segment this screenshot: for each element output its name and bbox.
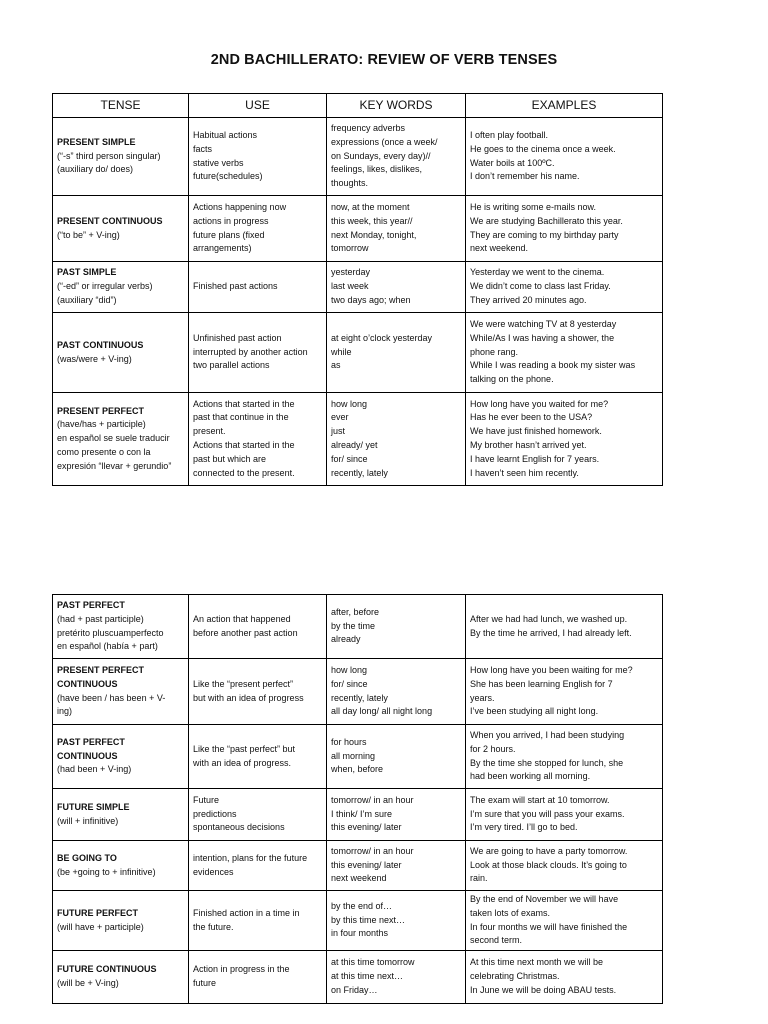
use-cell <box>189 789 327 841</box>
header-key-words: KEY WORDS <box>327 94 466 118</box>
example-line: second term. <box>470 935 523 946</box>
tense-note: expresión “llevar + gerundio” <box>57 460 172 471</box>
tense-name: FUTURE CONTINUOUS <box>57 964 157 975</box>
key-word-line: frequency adverbs <box>331 123 406 133</box>
key-word-line: tomorrow/ in an hour <box>331 794 414 805</box>
tense-note: (auxiliary do/ does) <box>57 164 134 175</box>
tense-name: FUTURE PERFECT <box>57 907 138 918</box>
key-word-line: by this time next… <box>331 914 406 925</box>
example-line: At this time next month we will be <box>470 957 604 968</box>
key-word-line: this evening/ later <box>331 822 402 833</box>
key-word-line: recently, lately <box>331 692 388 703</box>
examples-cell <box>466 951 663 1004</box>
use-cell <box>189 313 327 393</box>
key-word-line: tomorrow <box>331 243 369 254</box>
table-row <box>53 841 663 891</box>
key-word-line: thoughts. <box>331 178 369 189</box>
examples-cell <box>466 262 663 313</box>
example-line: By the end of November we will have <box>470 894 619 904</box>
use-cell <box>189 725 327 789</box>
example-line: I don’t remember his name. <box>470 171 580 182</box>
tense-note: (will be + V-ing) <box>57 978 119 989</box>
key-words-cell <box>327 595 466 659</box>
use-line: stative verbs <box>193 157 244 168</box>
key-word-line: this week, this year// <box>331 215 413 226</box>
key-words-cell <box>327 951 466 1004</box>
examples-cell <box>466 789 663 841</box>
examples-cell <box>466 725 663 789</box>
example-line: Yesterday we went to the cinema. <box>470 267 605 278</box>
tense-note: (have been / has been + V- <box>57 692 166 703</box>
example-line: Water boils at 100ºC. <box>470 157 555 168</box>
header-examples: EXAMPLES <box>466 94 663 118</box>
tense-note: (will + infinitive) <box>57 815 119 826</box>
example-line: We were watching TV at 8 yesterday <box>470 319 617 329</box>
tense-name: PRESENT CONTINUOUS <box>57 215 163 226</box>
tense-name: FUTURE SIMPLE <box>57 801 130 812</box>
example-line: We are studying Bachillerato this year. <box>470 215 623 226</box>
use-cell <box>189 262 327 313</box>
tense-cell <box>53 951 189 1004</box>
example-line: My brother hasn’t arrived yet. <box>470 440 587 450</box>
use-cell <box>189 659 327 725</box>
tense-cell <box>53 789 189 841</box>
key-word-line: all morning <box>331 750 376 761</box>
example-line: The exam will start at 10 tomorrow. <box>470 794 610 805</box>
use-line: intention, plans for the future <box>193 852 308 863</box>
verb-tenses-table-part-2 <box>52 594 663 1004</box>
tense-note: en español se suele traducir <box>57 433 170 444</box>
key-word-line: for hours <box>331 736 367 747</box>
header-tense: TENSE <box>53 94 189 118</box>
use-line: Unfinished past action <box>193 332 282 343</box>
example-line: We didn’t come to class last Friday. <box>470 281 611 292</box>
example-line: years. <box>470 692 495 703</box>
key-word-line: when, before <box>331 764 384 775</box>
example-line: I haven’t seen him recently. <box>470 467 579 478</box>
example-line: In June we will be doing ABAU tests. <box>470 985 617 996</box>
example-line: After we had had lunch, we washed up. <box>470 613 628 624</box>
tense-note: como presente o con la <box>57 446 151 457</box>
key-word-line: two days ago; when <box>331 294 411 305</box>
key-words-cell <box>327 313 466 393</box>
use-line: Actions happening now <box>193 201 287 212</box>
table-row <box>53 659 663 725</box>
key-word-line: already/ yet <box>331 440 378 450</box>
key-word-line: by the time <box>331 620 376 631</box>
tense-cell <box>53 196 189 262</box>
key-words-cell <box>327 789 466 841</box>
example-line: for 2 hours. <box>470 743 516 754</box>
key-word-line: this evening/ later <box>331 859 402 870</box>
header-row <box>53 94 663 118</box>
table-row <box>53 393 663 486</box>
key-word-line: just <box>331 426 346 437</box>
table-row <box>53 262 663 313</box>
key-word-line: tomorrow/ in an hour <box>331 845 414 856</box>
examples-cell <box>466 595 663 659</box>
tense-name: PRESENT PERFECT <box>57 405 145 416</box>
tense-cell <box>53 595 189 659</box>
tense-name: PAST PERFECT <box>57 599 125 610</box>
key-word-line: how long <box>331 664 368 675</box>
tense-note: (was/were + V-ing) <box>57 353 132 364</box>
key-word-line: for/ since <box>331 678 368 689</box>
table-row <box>53 725 663 789</box>
examples-cell <box>466 196 663 262</box>
use-line: Finished action in a time in <box>193 907 300 918</box>
table-row <box>53 951 663 1004</box>
examples-cell <box>466 659 663 725</box>
use-line: the future. <box>193 921 234 932</box>
table-row <box>53 789 663 841</box>
example-line: Has he ever been to the USA? <box>470 412 593 423</box>
tense-note: en español (había + part) <box>57 641 158 652</box>
key-words-cell <box>327 725 466 789</box>
key-word-line: at eight o’clock yesterday <box>331 332 433 343</box>
tense-note: (will have + participle) <box>57 921 144 932</box>
table-row <box>53 196 663 262</box>
tense-cell <box>53 262 189 313</box>
example-line: I’ve been studying all night long. <box>470 706 599 717</box>
examples-cell <box>466 313 663 393</box>
use-line: interrupted by another action <box>193 346 308 357</box>
tense-name-line-2: CONTINUOUS <box>57 750 118 761</box>
examples-cell <box>466 891 663 951</box>
use-cell <box>189 951 327 1004</box>
tense-note: (had been + V-ing) <box>57 764 132 775</box>
use-line: An action that happened <box>193 613 291 624</box>
key-word-line: next weekend <box>331 873 387 884</box>
use-line: future(schedules) <box>193 171 263 182</box>
tense-cell <box>53 393 189 486</box>
example-line: She has been learning English for 7 <box>470 678 613 689</box>
use-line: Actions that started in the <box>193 440 295 450</box>
key-word-line: ever <box>331 412 349 423</box>
example-line: How long have you waited for me? <box>470 398 609 409</box>
use-line: Finished past actions <box>193 281 278 292</box>
key-word-line: at this time next… <box>331 971 404 982</box>
use-cell <box>189 393 327 486</box>
table-row <box>53 313 663 393</box>
key-word-line: now, at the moment <box>331 201 410 212</box>
example-line: Look at those black clouds. It’s going to <box>470 859 627 870</box>
use-line: future <box>193 978 217 989</box>
use-cell <box>189 196 327 262</box>
table-row <box>53 891 663 951</box>
use-line: Habitual actions <box>193 129 258 140</box>
example-line: By the time he arrived, I had already left. <box>470 627 632 638</box>
use-cell <box>189 891 327 951</box>
use-line: Actions that started in the <box>193 398 295 409</box>
use-line: before another past action <box>193 627 298 638</box>
key-words-cell <box>327 118 466 196</box>
use-cell <box>189 118 327 196</box>
example-line: taken lots of exams. <box>470 907 551 918</box>
use-line: but with an idea of progress <box>193 692 304 703</box>
header-use: USE <box>189 94 327 118</box>
tense-name-line-2: CONTINUOUS <box>57 678 118 689</box>
tense-note: pretérito pluscuamperfecto <box>57 627 164 638</box>
key-word-line: after, before <box>331 606 380 617</box>
example-line: I have learnt English for 7 years. <box>470 453 600 464</box>
tense-name: PAST PERFECT <box>57 736 125 747</box>
key-word-line: how long <box>331 398 368 409</box>
key-words-cell <box>327 891 466 951</box>
example-line: By the time she stopped for lunch, she <box>470 757 624 768</box>
use-line: facts <box>193 143 213 154</box>
example-line: When you arrived, I had been studying <box>470 729 625 740</box>
tense-name: BE GOING TO <box>57 852 117 863</box>
tense-cell <box>53 313 189 393</box>
tense-cell <box>53 659 189 725</box>
example-line: phone rang. <box>470 346 519 357</box>
example-line: I’m very tired. I’ll go to bed. <box>470 822 578 833</box>
use-cell <box>189 595 327 659</box>
tense-note: (“-s” third person singular) <box>57 150 161 161</box>
key-word-line: I think/ I’m sure <box>331 808 393 819</box>
use-line: Like the “past perfect” but <box>193 743 296 754</box>
table-body-part-2 <box>53 595 663 1004</box>
key-word-line: expressions (once a week/ <box>331 136 438 147</box>
example-line: In four months we will have finished the <box>470 921 628 932</box>
use-line: spontaneous decisions <box>193 822 285 833</box>
table-row <box>53 118 663 196</box>
tense-name: PRESENT SIMPLE <box>57 136 136 147</box>
key-words-cell <box>327 262 466 313</box>
use-line: actions in progress <box>193 215 269 226</box>
tense-note: (be +going to + infinitive) <box>57 866 156 877</box>
key-words-cell <box>327 841 466 891</box>
use-line: future plans (fixed <box>193 229 265 240</box>
page-title: 2ND BACHILLERATO: REVIEW OF VERB TENSES <box>210 52 558 68</box>
use-line: predictions <box>193 808 237 819</box>
examples-cell <box>466 118 663 196</box>
tense-cell <box>53 118 189 196</box>
tense-cell <box>53 725 189 789</box>
key-word-line: already <box>331 634 361 645</box>
example-line: talking on the phone. <box>470 374 554 385</box>
key-word-line: next Monday, tonight, <box>331 229 417 240</box>
example-line: rain. <box>470 873 488 884</box>
use-line: past but which are <box>193 453 267 464</box>
key-word-line: yesterday <box>331 267 371 278</box>
example-line: How long have you been waiting for me? <box>470 664 633 675</box>
key-word-line: on Friday… <box>331 985 378 996</box>
key-word-line: all day long/ all night long <box>331 706 433 717</box>
example-line: While/As I was having a shower, the <box>470 332 615 343</box>
example-line: I’m sure that you will pass your exams. <box>470 808 625 819</box>
tense-cell <box>53 891 189 951</box>
examples-cell <box>466 393 663 486</box>
tense-note: (auxiliary “did”) <box>57 294 117 305</box>
verb-tenses-table-part-1 <box>52 93 663 486</box>
key-words-cell <box>327 393 466 486</box>
example-line: had been working all morning. <box>470 771 591 782</box>
table-row <box>53 595 663 659</box>
tense-name: PAST CONTINUOUS <box>57 339 144 350</box>
key-words-cell <box>327 196 466 262</box>
example-line: While I was reading a book my sister was <box>470 360 636 371</box>
tense-note: (had + past participle) <box>57 613 144 624</box>
key-word-line: for/ since <box>331 453 368 464</box>
tense-note: ing) <box>57 706 73 717</box>
example-line: We have just finished homework. <box>470 426 602 437</box>
example-line: next weekend. <box>470 243 529 254</box>
key-word-line: in four months <box>331 928 389 939</box>
tense-note: (“-ed” or irregular verbs) <box>57 281 153 292</box>
tense-name: PRESENT PERFECT <box>57 664 145 675</box>
example-line: They are coming to my birthday party <box>470 229 619 240</box>
example-line: I often play football. <box>470 129 549 140</box>
key-word-line: while <box>331 346 352 357</box>
key-word-line: on Sundays, every day)// <box>331 150 431 161</box>
tense-name: PAST SIMPLE <box>57 267 117 278</box>
tense-cell <box>53 841 189 891</box>
table-body-part-1 <box>53 118 663 486</box>
use-line: present. <box>193 426 226 437</box>
key-words-cell <box>327 659 466 725</box>
key-word-line: recently, lately <box>331 467 388 478</box>
use-cell <box>189 841 327 891</box>
key-word-line: at this time tomorrow <box>331 957 415 968</box>
key-word-line: as <box>331 360 341 371</box>
use-line: with an idea of progress. <box>193 757 292 768</box>
example-line: He is writing some e-mails now. <box>470 201 597 212</box>
key-word-line: feelings, likes, dislikes, <box>331 164 423 175</box>
example-line: celebrating Christmas. <box>470 971 560 982</box>
example-line: They arrived 20 minutes ago. <box>470 294 587 305</box>
use-line: evidences <box>193 866 234 877</box>
tense-note: (have/has + participle) <box>57 419 146 430</box>
use-line: two parallel actions <box>193 360 270 371</box>
key-word-line: by the end of… <box>331 900 393 911</box>
use-line: Future <box>193 794 220 805</box>
examples-cell <box>466 841 663 891</box>
tense-note: (“to be” + V-ing) <box>57 229 120 240</box>
use-line: Action in progress in the <box>193 964 290 975</box>
example-line: We are going to have a party tomorrow. <box>470 845 628 856</box>
use-line: past that continue in the <box>193 412 289 423</box>
use-line: arrangements) <box>193 243 252 254</box>
use-line: Like the “present perfect” <box>193 678 294 689</box>
example-line: He goes to the cinema once a week. <box>470 143 616 154</box>
use-line: connected to the present. <box>193 467 295 478</box>
key-word-line: last week <box>331 281 369 292</box>
